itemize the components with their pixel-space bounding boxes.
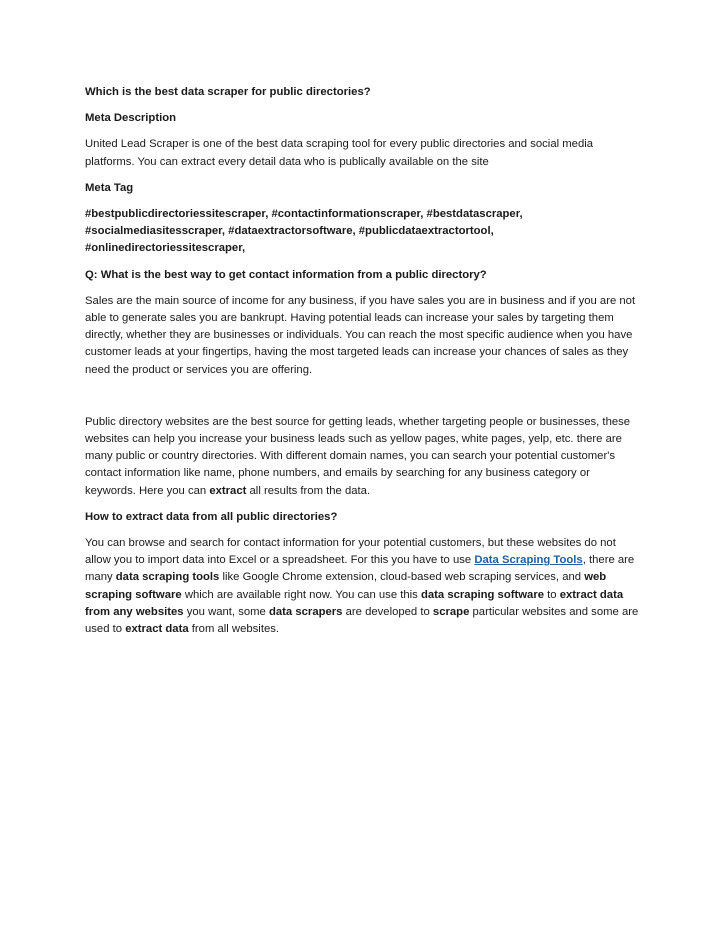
data-scraping-tools-link[interactable]: Data Scraping Tools (474, 554, 583, 567)
text-segment: particular websites and some are used to (85, 605, 639, 636)
question-heading: Q: What is the best way to get contact information from a public directory? (85, 268, 487, 281)
bold-extract: extract (209, 484, 247, 497)
document-title: Which is the best data scraper for public directories? (85, 86, 371, 98)
paragraph-sales: Sales are the main source of income for any business, if you have sales you are in business and if you are not able to generate sales you are bankrupt. Having potential leads can increase your sales by targeting them directly, whether they are businesses or individuals. You can reach the most specific audience when you have customer leads at your fingertips, having the most targeted leads can increase your chances of sales as they need the product or services you are offering. (85, 294, 636, 376)
text-segment: are developed to (342, 605, 433, 618)
bold-segment: extract data (125, 623, 189, 636)
paragraph-tools (85, 535, 640, 638)
text-segment: to (544, 588, 560, 601)
meta-description-heading: Meta Description (85, 112, 177, 125)
bold-segment: data scrapers (268, 605, 343, 618)
how-to-heading: How to extract data from all public directories? (85, 510, 338, 523)
bold-segment: scrape (432, 605, 470, 618)
text-segment: , there are many (85, 554, 635, 584)
bold-segment: extract data from any websites (85, 588, 624, 618)
bold-segment: data scraping software (420, 588, 545, 601)
bold-segment: data scraping tools (115, 571, 220, 584)
text-segment: which are available right now. You can use this (181, 588, 421, 601)
text-segment: You can browse and search for contact information for your potential customers, but these websites do not allow you to import data into Excel or a spreadsheet. For this you have to use (85, 537, 616, 567)
document-page (85, 84, 640, 638)
paragraph-directories-end: all results from the data. (246, 484, 371, 497)
meta-description-text: United Lead Scraper is one of the best data scraping tool for every public directories and social media platforms. You can extract every detail data who is publically available on the site (85, 138, 594, 168)
paragraph-directories (85, 414, 640, 500)
text-segment: from all websites. (188, 623, 280, 636)
text-segment: like Google Chrome extension, cloud-based web scraping services, and (219, 571, 585, 584)
bold-segment: web scraping software (85, 571, 607, 601)
text-segment: you want, some (183, 605, 269, 618)
meta-tags-text: #bestpublicdirectoriessitescraper, #contactinformationscraper, #bestdatascraper, #socialmediasitesscraper, #dataextractorsoftware, #publicdataextractortool, #onlinedirectoriessitescraper, (85, 208, 523, 255)
paragraph-directories-text: Public directory websites are the best source for getting leads, whether targeting people or businesses, these websites can help you increase your business leads such as yellow pages, white pages, yelp, etc. there are many public or country directories. With different domain names, you can search your potential customer's contact information like name, phone numbers, and emails by searching for any business category or keywords. Here you can (85, 415, 631, 497)
meta-tag-heading: Meta Tag (85, 181, 134, 194)
